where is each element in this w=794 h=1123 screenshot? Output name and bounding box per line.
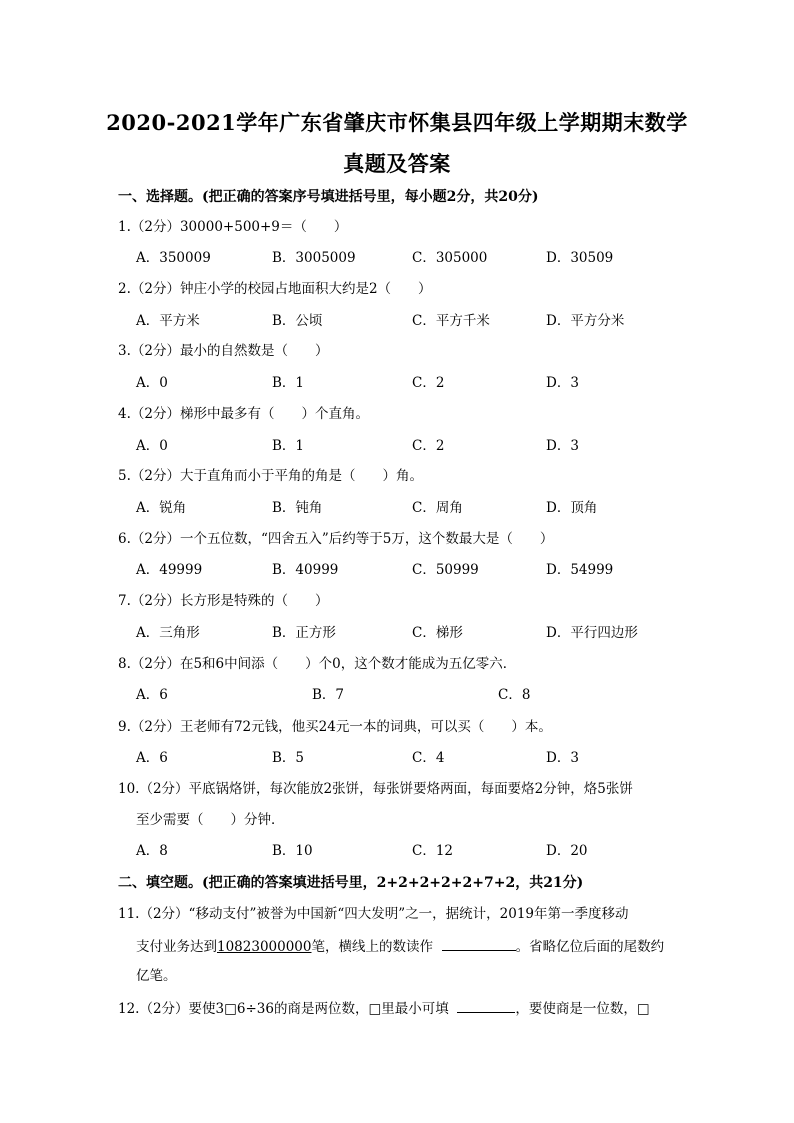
q10-option-b: B．10: [272, 843, 313, 859]
question-4-stem: 4.（2分）梯形中最多有（ ）个直角。: [118, 406, 369, 422]
q3-option-d: D．3: [546, 375, 579, 391]
question-12-line1: [118, 998, 650, 1018]
q3-option-b: B．1: [272, 375, 305, 391]
q3-option-a: A．0: [136, 375, 168, 391]
q10-option-a: A．8: [136, 843, 168, 859]
section-heading-choice: 一、选择题。(把正确的答案序号填进括号里，每小题2分，共20分): [118, 189, 539, 205]
q4-option-c: C．2: [412, 438, 445, 454]
q11-answer-blank[interactable]: [442, 936, 516, 951]
q2-option-a: A．平方米: [136, 313, 200, 329]
q10-option-d: D．20: [546, 843, 588, 859]
q1-option-a: A．350009: [136, 250, 211, 266]
q2-option-c: C．平方千米: [412, 313, 490, 329]
q12-text-post: ，要使商是一位数，□: [515, 1001, 650, 1017]
q6-option-d: D．54999: [546, 562, 614, 578]
q6-option-c: C．50999: [412, 562, 479, 578]
q5-option-a: A．锐角: [136, 500, 187, 516]
q10-option-c: C．12: [412, 843, 454, 859]
q7-option-a: A．三角形: [136, 625, 200, 641]
question-7-stem: 7.（2分）长方形是特殊的（ ）: [118, 593, 329, 609]
q1-option-c: C．305000: [412, 250, 488, 266]
q6-option-a: A．49999: [136, 562, 203, 578]
q1-option-d: D．30509: [546, 250, 614, 266]
page-title: 2020-2021学年广东省肇庆市怀集县四年级上学期期末数学: [106, 110, 688, 135]
q3-option-c: C．2: [412, 375, 445, 391]
question-3-stem: 3.（2分）最小的自然数是（ ）: [118, 343, 329, 359]
q8-option-c: C．8: [498, 687, 531, 703]
q6-option-b: B．40999: [272, 562, 339, 578]
section-heading-fill: 二、填空题。(把正确的答案填进括号里，2+2+2+2+2+7+2，共21分): [118, 875, 584, 891]
q5-option-d: D．顶角: [546, 500, 598, 516]
q11-text-mid: 笔，横线上的数读作: [311, 939, 433, 955]
q11-text-pre: 支付业务达到: [136, 939, 217, 955]
question-1-stem: 1.（2分）30000+500+9＝（ ）: [118, 219, 348, 235]
q9-option-b: B．5: [272, 750, 305, 766]
q11-text-post: 。省略亿位后面的尾数约: [515, 939, 665, 955]
q4-option-a: A．0: [136, 438, 168, 454]
question-5-stem: 5.（2分）大于直角而小于平角的角是（ ）角。: [118, 468, 423, 484]
q2-option-b: B．公顷: [272, 313, 323, 329]
question-6-stem: 6.（2分）一个五位数，“四舍五入”后约等于5万，这个数最大是（ ）: [118, 531, 554, 547]
q11-underlined-number: 10823000000: [217, 939, 312, 955]
q4-option-d: D．3: [546, 438, 579, 454]
q5-option-b: B．钝角: [272, 500, 323, 516]
q8-option-a: A．6: [136, 687, 168, 703]
question-2-stem: 2.（2分）钟庄小学的校园占地面积大约是2（ ）: [118, 281, 432, 297]
page-title-line2: 真题及答案: [343, 151, 451, 176]
q7-option-d: D．平行四边形: [546, 625, 638, 641]
question-11-line3: 亿笔。: [136, 968, 177, 984]
q4-option-b: B．1: [272, 438, 305, 454]
question-11-line2: [136, 936, 664, 956]
question-8-stem: 8.（2分）在5和6中间添（ ）个0，这个数才能成为五亿零六．: [118, 656, 517, 672]
q9-option-a: A．6: [136, 750, 168, 766]
q2-option-d: D．平方分米: [546, 313, 625, 329]
question-10-stem: 10.（2分）平底锅烙饼，每次能放2张饼，每张饼要烙两面，每面要烙2分钟，烙5张饼: [118, 781, 633, 797]
q9-option-d: D．3: [546, 750, 579, 766]
q9-option-c: C．4: [412, 750, 445, 766]
question-10-stem-line2: 至少需要（ ）分钟．: [136, 812, 285, 828]
q12-answer-blank[interactable]: [457, 998, 515, 1013]
q12-text-pre: 12.（2分）要使3□6÷36的商是两位数，□里最小可填: [118, 1001, 449, 1017]
question-9-stem: 9.（2分）王老师有72元钱，他买24元一本的词典，可以买（ ）本。: [118, 719, 552, 735]
q5-option-c: C．周角: [412, 500, 463, 516]
q1-option-b: B．3005009: [272, 250, 356, 266]
q8-option-b: B．7: [312, 687, 345, 703]
q7-option-b: B．正方形: [272, 625, 336, 641]
q7-option-c: C．梯形: [412, 625, 463, 641]
question-11-line1: 11.（2分）“移动支付”被誉为中国新“四大发明”之一，据统计，2019年第一季度移动: [118, 906, 629, 922]
